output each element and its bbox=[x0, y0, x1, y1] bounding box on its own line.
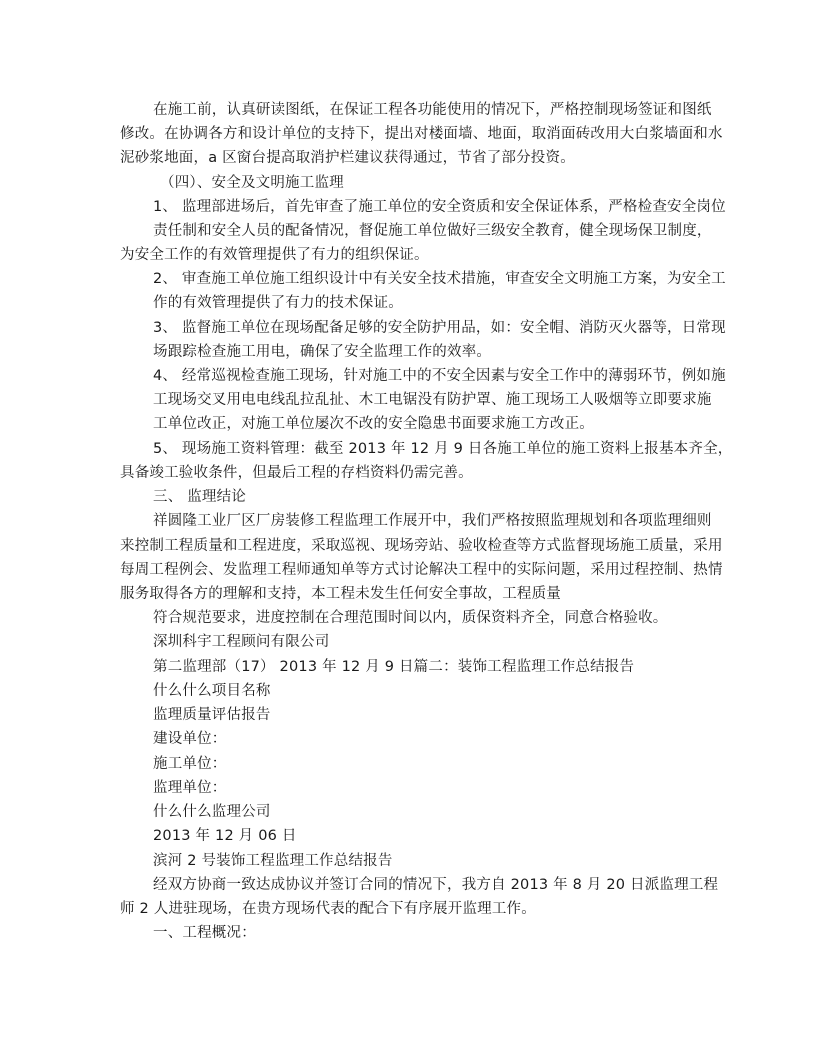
text-line: 具备竣工验收条件，但最后工程的存档资料仍需完善。 bbox=[120, 465, 473, 481]
text-line: 建设单位： bbox=[153, 731, 227, 747]
text-line: 作的有效管理提供了有力的技术保证。 bbox=[153, 295, 403, 311]
text-line: 监理质量评估报告 bbox=[153, 707, 271, 723]
text-line: 监理单位： bbox=[153, 780, 227, 796]
text-line: 场跟踪检查施工用电，确保了安全监理工作的效率。 bbox=[153, 344, 492, 360]
text-line: 泥砂浆地面，a 区窗台提高取消护栏建议获得通过，节省了部分投资。 bbox=[120, 150, 575, 166]
text-line: 工单位改正，对施工单位屡次不改的安全隐患书面要求施工方改正。 bbox=[153, 416, 594, 432]
section-heading: 一、工程概况： bbox=[153, 925, 256, 941]
text-line: 祥圆隆工业厂区厂房装修工程监理工作展开中，我们严格按照监理规划和各项监理细则 bbox=[153, 513, 712, 529]
text-line: 经双方协商一致达成协议并签订合同的情况下，我方自 2013 年 8 月 20 日派监理工程 bbox=[153, 877, 719, 893]
text-line: 1、 监理部进场后，首先审查了施工单位的安全资质和安全保证体系，严格检查安全岗位 bbox=[153, 199, 726, 215]
text-line: 责任制和安全人员的配备情况，督促施工单位做好三级安全教育，健全现场保卫制度， bbox=[153, 223, 712, 239]
text-line: 来控制工程质量和工程进度，采取巡视、现场旁站、验收检查等方式监督现场施工质量，采用 bbox=[120, 538, 723, 554]
text-line: 工现场交叉用电电线乱拉乱扯、木工电锯没有防护罩、施工现场工人吸烟等立即要求施 bbox=[153, 392, 712, 408]
section-heading: 三、 监理结论 bbox=[153, 489, 247, 505]
section-heading: （四）、安全及文明施工监理 bbox=[160, 175, 344, 191]
text-line: 施工单位： bbox=[153, 756, 227, 772]
text-line: 2、 审查施工单位施工组织设计中有关安全技术措施，审查安全文明施工方案，为安全工 bbox=[153, 271, 726, 287]
text-line: 在施工前，认真研读图纸，在保证工程各功能使用的情况下，严格控制现场签证和图纸 bbox=[153, 102, 712, 118]
text-line: 3、 监督施工单位在现场配备足够的安全防护用品，如：安全帽、消防灭火器等，日常现 bbox=[153, 320, 726, 336]
text-line: 什么什么监理公司 bbox=[153, 804, 271, 820]
date-line: 2013 年 12 月 06 日 bbox=[153, 828, 297, 844]
text-line: 符合规范要求，进度控制在合理范围时间以内，质保资料齐全，同意合格验收。 bbox=[153, 610, 668, 626]
text-line: 服务取得各方的理解和支持，本工程未发生任何安全事故，工程质量 bbox=[120, 586, 561, 602]
text-line: 第二监理部（17） 2013 年 12 月 9 日篇二：装饰工程监理工作总结报告 bbox=[153, 659, 635, 675]
text-line: 5、 现场施工资料管理：截至 2013 年 12 月 9 日各施工单位的施工资料上报基本齐全， bbox=[153, 441, 733, 457]
report-title: 滨河 2 号装饰工程监理工作总结报告 bbox=[153, 853, 393, 869]
text-line: 修改。在协调各方和设计单位的支持下，提出对楼面墙、地面，取消面砖改用大白浆墙面和水 bbox=[120, 126, 723, 142]
company-name: 深圳科宇工程顾问有限公司 bbox=[153, 634, 330, 650]
text-line: 每周工程例会、发监理工程师通知单等方式讨论解决工程中的实际问题，采用过程控制、热情 bbox=[120, 562, 723, 578]
text-line: 4、 经常巡视检查施工现场，针对施工中的不安全因素与安全工作中的薄弱环节，例如施 bbox=[153, 368, 726, 384]
text-line: 什么什么项目名称 bbox=[153, 683, 271, 699]
text-line: 为安全工作的有效管理提供了有力的组织保证。 bbox=[120, 247, 429, 263]
text-line: 师 2 人进驻现场，在贵方现场代表的配合下有序展开监理工作。 bbox=[120, 901, 536, 917]
